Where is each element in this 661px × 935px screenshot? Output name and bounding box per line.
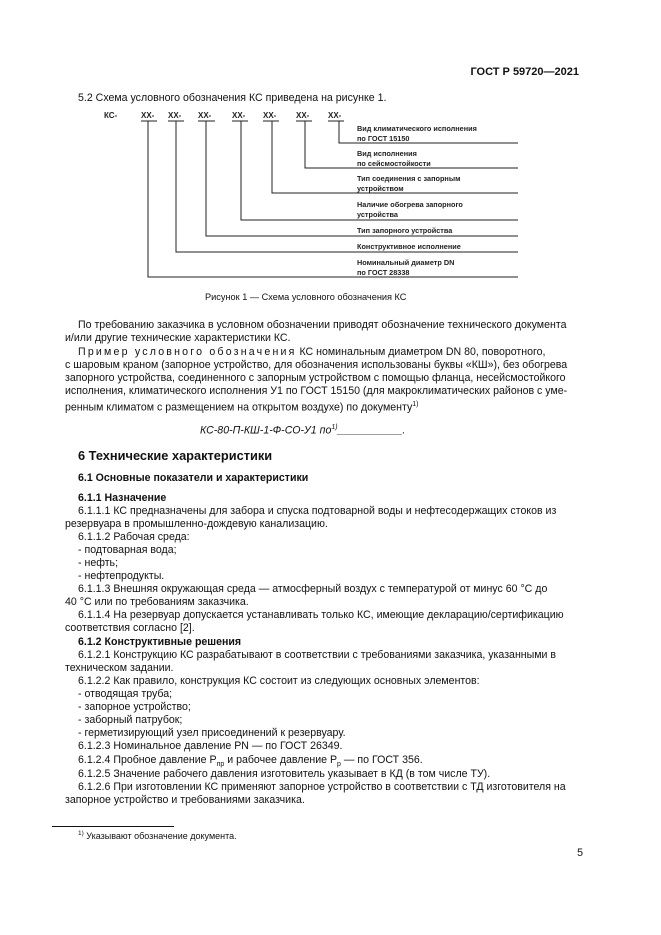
code-xx-3: ХХ- (198, 111, 212, 120)
paragraph-line: По требованию заказчика в условном обозначении приводят обозначение технического документа (78, 319, 567, 331)
code-xx-7: ХХ- (328, 111, 342, 120)
text-line: техническом задании. (65, 662, 174, 674)
list-item: - отводящая труба; (78, 688, 173, 700)
subsection-title: 6.1 Основные показатели и характеристики (78, 472, 309, 484)
list-item: - герметизирующий узел присоединений к резервуару. (78, 727, 346, 739)
subsection-title: 6.1.2 Конструктивные решения (78, 636, 242, 648)
footnote: $^{1)}$ Указывают обозначение документа. (78, 830, 237, 841)
footnote-divider (52, 826, 174, 827)
list-item: - заборный патрубок; (78, 714, 183, 726)
example-formula: КС-80-П-КШ-1-Ф-СО-У1 $по^{1)}\_\_\_\_\_\_\_\_\_\_\_$. (200, 424, 406, 437)
text-line: 40 °С или по требованиям заказчика. (65, 596, 249, 608)
text-line: 6.1.1.1 КС предназначены для забора и спуска подтоварной воды и нефтесодержащих стоков из (78, 505, 557, 517)
text-line-pressure: 6.1.2.4 Пробное давление $P_{пр}$ и рабочее давление $P_р$ — по ГОСТ 356. (78, 754, 423, 769)
code-xx-2: ХХ- (168, 111, 182, 120)
list-item: - запорное устройство; (78, 701, 191, 713)
list-item: - подтоварная вода; (78, 544, 177, 556)
label-heating: Наличие обогрева запорного устройства (357, 200, 463, 219)
example-line: Пример условного обозначения КС номинальным диаметром DN 80, поворотного, (78, 346, 546, 358)
label-design: Конструктивное исполнение (357, 242, 461, 251)
label-seismic: Вид исполнения по сейсмостойкости (357, 149, 431, 168)
scheme-lines (0, 0, 661, 300)
text-line: 6.1.2.6 При изготовлении КС применяют запорное устройство в соответствии с ТД изготовителя на (78, 781, 566, 793)
example-line: запорного устройства, соединенного с запорным устройством с помощью фланца, несейсмостойкого (65, 372, 566, 384)
label-climate: Вид климатического исполнения по ГОСТ 15150 (357, 124, 477, 143)
text-line: 6.1.2.2 Как правило, конструкция КС состоит из следующих основных элементов: (78, 675, 480, 687)
text-line: 6.1.1.2 Рабочая среда: (78, 531, 190, 543)
figure-caption: Рисунок 1 — Схема условного обозначения КС (205, 292, 407, 302)
text-line: соответствия согласно [2]. (65, 622, 195, 634)
footnote-ref: 1) (331, 424, 338, 431)
example-line: ренным климатом с размещением на открытом воздухе) по документу$^{1)}$ (65, 401, 419, 414)
text-line: 6.1.1.3 Внешняя окружающая среда — атмосферный воздух с температурой от минус 60 °С до (78, 583, 548, 595)
example-line: исполнения, климатического исполнения У1 по ГОСТ 15150 (для макроклиматических районов с уме- (65, 385, 568, 397)
code-xx-6: ХХ- (296, 111, 310, 120)
document-code: ГОСТ Р 59720—2021 (470, 66, 579, 78)
list-item: - нефтепродукты. (78, 570, 165, 582)
code-xx-4: ХХ- (232, 111, 246, 120)
text-line: запорное устройство и требованиями заказчика. (65, 794, 305, 806)
paragraph-line: и/или другие технические характеристики КС. (65, 332, 291, 344)
example-lead: Пример условного обозначения (78, 346, 297, 358)
code-xx-1: ХХ- (141, 111, 155, 120)
page-number: 5 (577, 847, 583, 859)
code-ks: КС- (104, 111, 118, 120)
text-line: 6.1.2.3 Номинальное давление PN — по ГОСТ 26349. (78, 740, 343, 752)
list-item: - нефть; (78, 557, 119, 569)
text-line: 6.1.2.1 Конструкцию КС разрабатывают в соответствии с требованиями заказчика, указанными в (78, 649, 557, 661)
intro-text: 5.2 Схема условного обозначения КС приведена на рисунке 1. (78, 92, 387, 104)
example-line: с шаровым краном (запорное устройство, для обозначения использованы буквы «КШ»), без обогрева (65, 359, 568, 371)
text-line: 6.1.2.5 Значение рабочего давления изготовитель указывает в КД (в том числе ТУ). (78, 768, 491, 780)
code-xx-5: ХХ- (263, 111, 277, 120)
section-title: 6 Технические характеристики (78, 448, 273, 463)
formula-blank: ___________ (337, 424, 403, 437)
label-valve-type: Тип запорного устройства (357, 226, 453, 235)
label-diameter: Номинальный диаметр DN по ГОСТ 28338 (357, 258, 455, 277)
text-line: резервуара в промышленно-дождевую канализацию. (65, 518, 328, 530)
text-line: 6.1.1.4 На резервуар допускается устанавливать только КС, имеющие декларацию/сертификацию (78, 609, 564, 621)
subsection-title: 6.1.1 Назначение (78, 492, 167, 504)
footnote-ref: 1) (412, 401, 419, 408)
label-connection: Тип соединения с запорным устройством (357, 174, 461, 193)
